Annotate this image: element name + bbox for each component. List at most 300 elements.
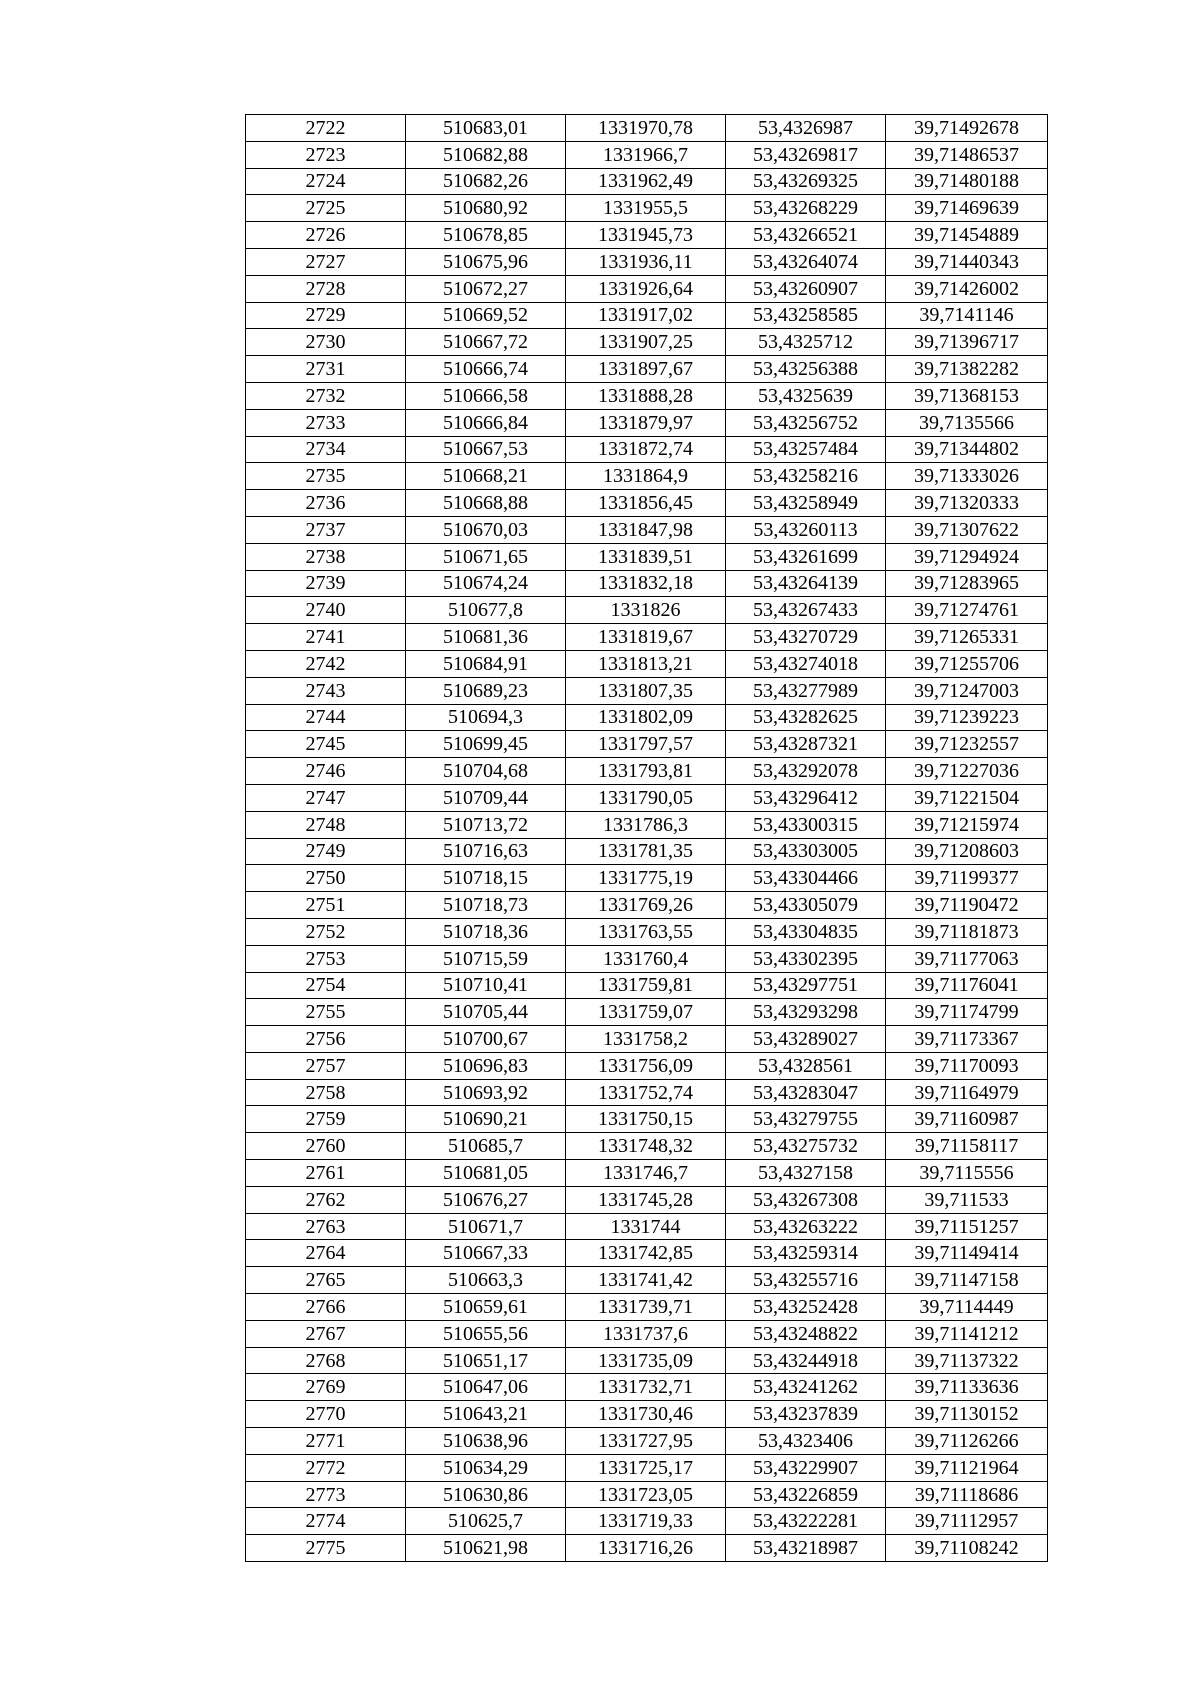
longitude-cell: 39,71130152 bbox=[886, 1401, 1048, 1428]
longitude-cell: 39,71232557 bbox=[886, 731, 1048, 758]
longitude-cell: 39,71307622 bbox=[886, 516, 1048, 543]
x-coordinate-cell: 510715,59 bbox=[406, 945, 566, 972]
x-coordinate-cell: 510694,3 bbox=[406, 704, 566, 731]
coordinates-table bbox=[245, 114, 1048, 1562]
y-coordinate-cell: 1331732,71 bbox=[566, 1374, 726, 1401]
table-row bbox=[246, 945, 1048, 972]
latitude-cell: 53,43226859 bbox=[726, 1481, 886, 1508]
table-row bbox=[246, 329, 1048, 356]
latitude-cell: 53,43266521 bbox=[726, 222, 886, 249]
longitude-cell: 39,71133636 bbox=[886, 1374, 1048, 1401]
longitude-cell: 39,71137322 bbox=[886, 1347, 1048, 1374]
latitude-cell: 53,43257484 bbox=[726, 436, 886, 463]
x-coordinate-cell: 510682,88 bbox=[406, 141, 566, 168]
longitude-cell: 39,71283965 bbox=[886, 570, 1048, 597]
table-row bbox=[246, 1267, 1048, 1294]
y-coordinate-cell: 1331719,33 bbox=[566, 1508, 726, 1535]
y-coordinate-cell: 1331864,9 bbox=[566, 463, 726, 490]
latitude-cell: 53,43248822 bbox=[726, 1320, 886, 1347]
y-coordinate-cell: 1331888,28 bbox=[566, 382, 726, 409]
y-coordinate-cell: 1331781,35 bbox=[566, 838, 726, 865]
y-coordinate-cell: 1331917,02 bbox=[566, 302, 726, 329]
table-row bbox=[246, 650, 1048, 677]
table-row bbox=[246, 490, 1048, 517]
table-row bbox=[246, 275, 1048, 302]
x-coordinate-cell: 510669,52 bbox=[406, 302, 566, 329]
y-coordinate-cell: 1331746,7 bbox=[566, 1160, 726, 1187]
point-number-cell: 2729 bbox=[246, 302, 406, 329]
longitude-cell: 39,71149414 bbox=[886, 1240, 1048, 1267]
longitude-cell: 39,71158117 bbox=[886, 1133, 1048, 1160]
latitude-cell: 53,43303005 bbox=[726, 838, 886, 865]
longitude-cell: 39,71147158 bbox=[886, 1267, 1048, 1294]
x-coordinate-cell: 510672,27 bbox=[406, 275, 566, 302]
x-coordinate-cell: 510681,36 bbox=[406, 624, 566, 651]
y-coordinate-cell: 1331742,85 bbox=[566, 1240, 726, 1267]
y-coordinate-cell: 1331897,67 bbox=[566, 356, 726, 383]
point-number-cell: 2735 bbox=[246, 463, 406, 490]
latitude-cell: 53,43283047 bbox=[726, 1079, 886, 1106]
point-number-cell: 2747 bbox=[246, 784, 406, 811]
latitude-cell: 53,43218987 bbox=[726, 1535, 886, 1562]
table-row bbox=[246, 918, 1048, 945]
table-row bbox=[246, 865, 1048, 892]
y-coordinate-cell: 1331790,05 bbox=[566, 784, 726, 811]
longitude-cell: 39,71108242 bbox=[886, 1535, 1048, 1562]
longitude-cell: 39,71118686 bbox=[886, 1481, 1048, 1508]
table-row bbox=[246, 1320, 1048, 1347]
table-row bbox=[246, 1052, 1048, 1079]
point-number-cell: 2733 bbox=[246, 409, 406, 436]
table-row bbox=[246, 677, 1048, 704]
latitude-cell: 53,43252428 bbox=[726, 1294, 886, 1321]
longitude-cell: 39,71174799 bbox=[886, 999, 1048, 1026]
y-coordinate-cell: 1331716,26 bbox=[566, 1535, 726, 1562]
table-row bbox=[246, 597, 1048, 624]
longitude-cell: 39,71208603 bbox=[886, 838, 1048, 865]
latitude-cell: 53,43269817 bbox=[726, 141, 886, 168]
point-number-cell: 2727 bbox=[246, 248, 406, 275]
longitude-cell: 39,71164979 bbox=[886, 1079, 1048, 1106]
table-row bbox=[246, 436, 1048, 463]
y-coordinate-cell: 1331872,74 bbox=[566, 436, 726, 463]
x-coordinate-cell: 510683,01 bbox=[406, 115, 566, 142]
x-coordinate-cell: 510634,29 bbox=[406, 1454, 566, 1481]
x-coordinate-cell: 510675,96 bbox=[406, 248, 566, 275]
point-number-cell: 2764 bbox=[246, 1240, 406, 1267]
longitude-cell: 39,7141146 bbox=[886, 302, 1048, 329]
x-coordinate-cell: 510677,8 bbox=[406, 597, 566, 624]
x-coordinate-cell: 510682,26 bbox=[406, 168, 566, 195]
table-row bbox=[246, 115, 1048, 142]
longitude-cell: 39,71492678 bbox=[886, 115, 1048, 142]
longitude-cell: 39,71294924 bbox=[886, 543, 1048, 570]
point-number-cell: 2759 bbox=[246, 1106, 406, 1133]
y-coordinate-cell: 1331962,49 bbox=[566, 168, 726, 195]
longitude-cell: 39,71176041 bbox=[886, 972, 1048, 999]
y-coordinate-cell: 1331839,51 bbox=[566, 543, 726, 570]
table-row bbox=[246, 195, 1048, 222]
x-coordinate-cell: 510666,74 bbox=[406, 356, 566, 383]
latitude-cell: 53,43258585 bbox=[726, 302, 886, 329]
longitude-cell: 39,71265331 bbox=[886, 624, 1048, 651]
table-row bbox=[246, 356, 1048, 383]
x-coordinate-cell: 510659,61 bbox=[406, 1294, 566, 1321]
point-number-cell: 2751 bbox=[246, 892, 406, 919]
y-coordinate-cell: 1331759,07 bbox=[566, 999, 726, 1026]
x-coordinate-cell: 510625,7 bbox=[406, 1508, 566, 1535]
longitude-cell: 39,7135566 bbox=[886, 409, 1048, 436]
y-coordinate-cell: 1331756,09 bbox=[566, 1052, 726, 1079]
table-row bbox=[246, 141, 1048, 168]
longitude-cell: 39,71160987 bbox=[886, 1106, 1048, 1133]
point-number-cell: 2758 bbox=[246, 1079, 406, 1106]
x-coordinate-cell: 510651,17 bbox=[406, 1347, 566, 1374]
point-number-cell: 2738 bbox=[246, 543, 406, 570]
y-coordinate-cell: 1331832,18 bbox=[566, 570, 726, 597]
table-row bbox=[246, 1213, 1048, 1240]
point-number-cell: 2723 bbox=[246, 141, 406, 168]
latitude-cell: 53,43302395 bbox=[726, 945, 886, 972]
point-number-cell: 2736 bbox=[246, 490, 406, 517]
y-coordinate-cell: 1331819,67 bbox=[566, 624, 726, 651]
table-row bbox=[246, 784, 1048, 811]
longitude-cell: 39,71239223 bbox=[886, 704, 1048, 731]
table-row bbox=[246, 731, 1048, 758]
table-row bbox=[246, 1347, 1048, 1374]
point-number-cell: 2728 bbox=[246, 275, 406, 302]
x-coordinate-cell: 510681,05 bbox=[406, 1160, 566, 1187]
y-coordinate-cell: 1331945,73 bbox=[566, 222, 726, 249]
table-row bbox=[246, 1508, 1048, 1535]
point-number-cell: 2767 bbox=[246, 1320, 406, 1347]
longitude-cell: 39,71151257 bbox=[886, 1213, 1048, 1240]
latitude-cell: 53,43260113 bbox=[726, 516, 886, 543]
point-number-cell: 2748 bbox=[246, 811, 406, 838]
point-number-cell: 2774 bbox=[246, 1508, 406, 1535]
longitude-cell: 39,71344802 bbox=[886, 436, 1048, 463]
longitude-cell: 39,71382282 bbox=[886, 356, 1048, 383]
y-coordinate-cell: 1331966,7 bbox=[566, 141, 726, 168]
longitude-cell: 39,71170093 bbox=[886, 1052, 1048, 1079]
y-coordinate-cell: 1331741,42 bbox=[566, 1267, 726, 1294]
y-coordinate-cell: 1331786,3 bbox=[566, 811, 726, 838]
point-number-cell: 2765 bbox=[246, 1267, 406, 1294]
x-coordinate-cell: 510684,91 bbox=[406, 650, 566, 677]
y-coordinate-cell: 1331750,15 bbox=[566, 1106, 726, 1133]
table-row bbox=[246, 1079, 1048, 1106]
latitude-cell: 53,4325639 bbox=[726, 382, 886, 409]
table-row bbox=[246, 892, 1048, 919]
point-number-cell: 2755 bbox=[246, 999, 406, 1026]
longitude-cell: 39,71173367 bbox=[886, 1026, 1048, 1053]
latitude-cell: 53,43300315 bbox=[726, 811, 886, 838]
point-number-cell: 2746 bbox=[246, 758, 406, 785]
longitude-cell: 39,71274761 bbox=[886, 597, 1048, 624]
x-coordinate-cell: 510647,06 bbox=[406, 1374, 566, 1401]
point-number-cell: 2768 bbox=[246, 1347, 406, 1374]
y-coordinate-cell: 1331725,17 bbox=[566, 1454, 726, 1481]
y-coordinate-cell: 1331760,4 bbox=[566, 945, 726, 972]
table-row bbox=[246, 624, 1048, 651]
point-number-cell: 2769 bbox=[246, 1374, 406, 1401]
x-coordinate-cell: 510700,67 bbox=[406, 1026, 566, 1053]
table-row bbox=[246, 222, 1048, 249]
table-row bbox=[246, 1106, 1048, 1133]
table-row bbox=[246, 168, 1048, 195]
table-row bbox=[246, 1294, 1048, 1321]
x-coordinate-cell: 510685,7 bbox=[406, 1133, 566, 1160]
longitude-cell: 39,7115556 bbox=[886, 1160, 1048, 1187]
latitude-cell: 53,4328561 bbox=[726, 1052, 886, 1079]
y-coordinate-cell: 1331879,97 bbox=[566, 409, 726, 436]
x-coordinate-cell: 510699,45 bbox=[406, 731, 566, 758]
x-coordinate-cell: 510630,86 bbox=[406, 1481, 566, 1508]
coordinates-table-body bbox=[246, 115, 1048, 1562]
point-number-cell: 2744 bbox=[246, 704, 406, 731]
x-coordinate-cell: 510680,92 bbox=[406, 195, 566, 222]
longitude-cell: 39,71141212 bbox=[886, 1320, 1048, 1347]
y-coordinate-cell: 1331737,6 bbox=[566, 1320, 726, 1347]
longitude-cell: 39,711533 bbox=[886, 1186, 1048, 1213]
latitude-cell: 53,43237839 bbox=[726, 1401, 886, 1428]
point-number-cell: 2775 bbox=[246, 1535, 406, 1562]
latitude-cell: 53,43255716 bbox=[726, 1267, 886, 1294]
table-row bbox=[246, 543, 1048, 570]
latitude-cell: 53,4323406 bbox=[726, 1428, 886, 1455]
x-coordinate-cell: 510668,88 bbox=[406, 490, 566, 517]
latitude-cell: 53,43305079 bbox=[726, 892, 886, 919]
y-coordinate-cell: 1331970,78 bbox=[566, 115, 726, 142]
y-coordinate-cell: 1331797,57 bbox=[566, 731, 726, 758]
y-coordinate-cell: 1331847,98 bbox=[566, 516, 726, 543]
point-number-cell: 2724 bbox=[246, 168, 406, 195]
latitude-cell: 53,43267308 bbox=[726, 1186, 886, 1213]
y-coordinate-cell: 1331730,46 bbox=[566, 1401, 726, 1428]
table-row bbox=[246, 1401, 1048, 1428]
table-row bbox=[246, 972, 1048, 999]
table-row bbox=[246, 248, 1048, 275]
x-coordinate-cell: 510666,58 bbox=[406, 382, 566, 409]
longitude-cell: 39,71454889 bbox=[886, 222, 1048, 249]
longitude-cell: 39,71469639 bbox=[886, 195, 1048, 222]
point-number-cell: 2750 bbox=[246, 865, 406, 892]
longitude-cell: 39,71181873 bbox=[886, 918, 1048, 945]
y-coordinate-cell: 1331926,64 bbox=[566, 275, 726, 302]
point-number-cell: 2725 bbox=[246, 195, 406, 222]
latitude-cell: 53,43256388 bbox=[726, 356, 886, 383]
latitude-cell: 53,43274018 bbox=[726, 650, 886, 677]
table-row bbox=[246, 811, 1048, 838]
x-coordinate-cell: 510655,56 bbox=[406, 1320, 566, 1347]
latitude-cell: 53,4325712 bbox=[726, 329, 886, 356]
latitude-cell: 53,43264139 bbox=[726, 570, 886, 597]
x-coordinate-cell: 510663,3 bbox=[406, 1267, 566, 1294]
latitude-cell: 53,43289027 bbox=[726, 1026, 886, 1053]
x-coordinate-cell: 510713,72 bbox=[406, 811, 566, 838]
longitude-cell: 39,71177063 bbox=[886, 945, 1048, 972]
point-number-cell: 2753 bbox=[246, 945, 406, 972]
point-number-cell: 2726 bbox=[246, 222, 406, 249]
latitude-cell: 53,43282625 bbox=[726, 704, 886, 731]
point-number-cell: 2766 bbox=[246, 1294, 406, 1321]
x-coordinate-cell: 510667,53 bbox=[406, 436, 566, 463]
x-coordinate-cell: 510671,7 bbox=[406, 1213, 566, 1240]
latitude-cell: 53,43263222 bbox=[726, 1213, 886, 1240]
longitude-cell: 39,7114449 bbox=[886, 1294, 1048, 1321]
point-number-cell: 2749 bbox=[246, 838, 406, 865]
point-number-cell: 2772 bbox=[246, 1454, 406, 1481]
x-coordinate-cell: 510668,21 bbox=[406, 463, 566, 490]
point-number-cell: 2757 bbox=[246, 1052, 406, 1079]
latitude-cell: 53,43244918 bbox=[726, 1347, 886, 1374]
table-row bbox=[246, 1481, 1048, 1508]
longitude-cell: 39,71247003 bbox=[886, 677, 1048, 704]
point-number-cell: 2741 bbox=[246, 624, 406, 651]
table-row bbox=[246, 1454, 1048, 1481]
table-row bbox=[246, 1160, 1048, 1187]
table-row bbox=[246, 1428, 1048, 1455]
point-number-cell: 2737 bbox=[246, 516, 406, 543]
x-coordinate-cell: 510670,03 bbox=[406, 516, 566, 543]
y-coordinate-cell: 1331936,11 bbox=[566, 248, 726, 275]
x-coordinate-cell: 510638,96 bbox=[406, 1428, 566, 1455]
latitude-cell: 53,43261699 bbox=[726, 543, 886, 570]
x-coordinate-cell: 510666,84 bbox=[406, 409, 566, 436]
table-row bbox=[246, 999, 1048, 1026]
x-coordinate-cell: 510674,24 bbox=[406, 570, 566, 597]
x-coordinate-cell: 510667,72 bbox=[406, 329, 566, 356]
longitude-cell: 39,71121964 bbox=[886, 1454, 1048, 1481]
longitude-cell: 39,71126266 bbox=[886, 1428, 1048, 1455]
latitude-cell: 53,4326987 bbox=[726, 115, 886, 142]
y-coordinate-cell: 1331735,09 bbox=[566, 1347, 726, 1374]
y-coordinate-cell: 1331793,81 bbox=[566, 758, 726, 785]
latitude-cell: 53,43287321 bbox=[726, 731, 886, 758]
y-coordinate-cell: 1331745,28 bbox=[566, 1186, 726, 1213]
latitude-cell: 53,43297751 bbox=[726, 972, 886, 999]
y-coordinate-cell: 1331826 bbox=[566, 597, 726, 624]
point-number-cell: 2756 bbox=[246, 1026, 406, 1053]
point-number-cell: 2742 bbox=[246, 650, 406, 677]
y-coordinate-cell: 1331769,26 bbox=[566, 892, 726, 919]
y-coordinate-cell: 1331748,32 bbox=[566, 1133, 726, 1160]
point-number-cell: 2732 bbox=[246, 382, 406, 409]
latitude-cell: 53,43267433 bbox=[726, 597, 886, 624]
table-row bbox=[246, 516, 1048, 543]
x-coordinate-cell: 510621,98 bbox=[406, 1535, 566, 1562]
x-coordinate-cell: 510716,63 bbox=[406, 838, 566, 865]
longitude-cell: 39,71440343 bbox=[886, 248, 1048, 275]
latitude-cell: 53,43258949 bbox=[726, 490, 886, 517]
table-row bbox=[246, 838, 1048, 865]
point-number-cell: 2731 bbox=[246, 356, 406, 383]
point-number-cell: 2745 bbox=[246, 731, 406, 758]
latitude-cell: 53,43260907 bbox=[726, 275, 886, 302]
table-row bbox=[246, 1026, 1048, 1053]
x-coordinate-cell: 510718,15 bbox=[406, 865, 566, 892]
point-number-cell: 2743 bbox=[246, 677, 406, 704]
point-number-cell: 2771 bbox=[246, 1428, 406, 1455]
x-coordinate-cell: 510643,21 bbox=[406, 1401, 566, 1428]
latitude-cell: 53,43264074 bbox=[726, 248, 886, 275]
y-coordinate-cell: 1331723,05 bbox=[566, 1481, 726, 1508]
point-number-cell: 2740 bbox=[246, 597, 406, 624]
x-coordinate-cell: 510705,44 bbox=[406, 999, 566, 1026]
table-row bbox=[246, 302, 1048, 329]
y-coordinate-cell: 1331759,81 bbox=[566, 972, 726, 999]
point-number-cell: 2763 bbox=[246, 1213, 406, 1240]
latitude-cell: 53,43277989 bbox=[726, 677, 886, 704]
point-number-cell: 2770 bbox=[246, 1401, 406, 1428]
point-number-cell: 2773 bbox=[246, 1481, 406, 1508]
y-coordinate-cell: 1331758,2 bbox=[566, 1026, 726, 1053]
x-coordinate-cell: 510704,68 bbox=[406, 758, 566, 785]
latitude-cell: 53,43241262 bbox=[726, 1374, 886, 1401]
x-coordinate-cell: 510693,92 bbox=[406, 1079, 566, 1106]
longitude-cell: 39,71426002 bbox=[886, 275, 1048, 302]
point-number-cell: 2752 bbox=[246, 918, 406, 945]
table-row bbox=[246, 382, 1048, 409]
latitude-cell: 53,43279755 bbox=[726, 1106, 886, 1133]
point-number-cell: 2730 bbox=[246, 329, 406, 356]
y-coordinate-cell: 1331807,35 bbox=[566, 677, 726, 704]
longitude-cell: 39,71368153 bbox=[886, 382, 1048, 409]
table-row bbox=[246, 570, 1048, 597]
longitude-cell: 39,71215974 bbox=[886, 811, 1048, 838]
latitude-cell: 53,43270729 bbox=[726, 624, 886, 651]
x-coordinate-cell: 510709,44 bbox=[406, 784, 566, 811]
latitude-cell: 53,43268229 bbox=[726, 195, 886, 222]
x-coordinate-cell: 510718,73 bbox=[406, 892, 566, 919]
y-coordinate-cell: 1331802,09 bbox=[566, 704, 726, 731]
longitude-cell: 39,71199377 bbox=[886, 865, 1048, 892]
x-coordinate-cell: 510718,36 bbox=[406, 918, 566, 945]
y-coordinate-cell: 1331907,25 bbox=[566, 329, 726, 356]
longitude-cell: 39,71190472 bbox=[886, 892, 1048, 919]
x-coordinate-cell: 510710,41 bbox=[406, 972, 566, 999]
table-row bbox=[246, 1186, 1048, 1213]
latitude-cell: 53,43304835 bbox=[726, 918, 886, 945]
point-number-cell: 2722 bbox=[246, 115, 406, 142]
table-row bbox=[246, 758, 1048, 785]
table-row bbox=[246, 704, 1048, 731]
latitude-cell: 53,43296412 bbox=[726, 784, 886, 811]
latitude-cell: 53,4327158 bbox=[726, 1160, 886, 1187]
y-coordinate-cell: 1331752,74 bbox=[566, 1079, 726, 1106]
latitude-cell: 53,43292078 bbox=[726, 758, 886, 785]
longitude-cell: 39,71227036 bbox=[886, 758, 1048, 785]
point-number-cell: 2739 bbox=[246, 570, 406, 597]
x-coordinate-cell: 510667,33 bbox=[406, 1240, 566, 1267]
x-coordinate-cell: 510676,27 bbox=[406, 1186, 566, 1213]
table-row bbox=[246, 463, 1048, 490]
latitude-cell: 53,43293298 bbox=[726, 999, 886, 1026]
x-coordinate-cell: 510671,65 bbox=[406, 543, 566, 570]
longitude-cell: 39,71480188 bbox=[886, 168, 1048, 195]
longitude-cell: 39,71333026 bbox=[886, 463, 1048, 490]
longitude-cell: 39,71255706 bbox=[886, 650, 1048, 677]
table-row bbox=[246, 1535, 1048, 1562]
point-number-cell: 2762 bbox=[246, 1186, 406, 1213]
x-coordinate-cell: 510689,23 bbox=[406, 677, 566, 704]
point-number-cell: 2760 bbox=[246, 1133, 406, 1160]
latitude-cell: 53,43229907 bbox=[726, 1454, 886, 1481]
point-number-cell: 2754 bbox=[246, 972, 406, 999]
table-row bbox=[246, 409, 1048, 436]
y-coordinate-cell: 1331856,45 bbox=[566, 490, 726, 517]
y-coordinate-cell: 1331744 bbox=[566, 1213, 726, 1240]
